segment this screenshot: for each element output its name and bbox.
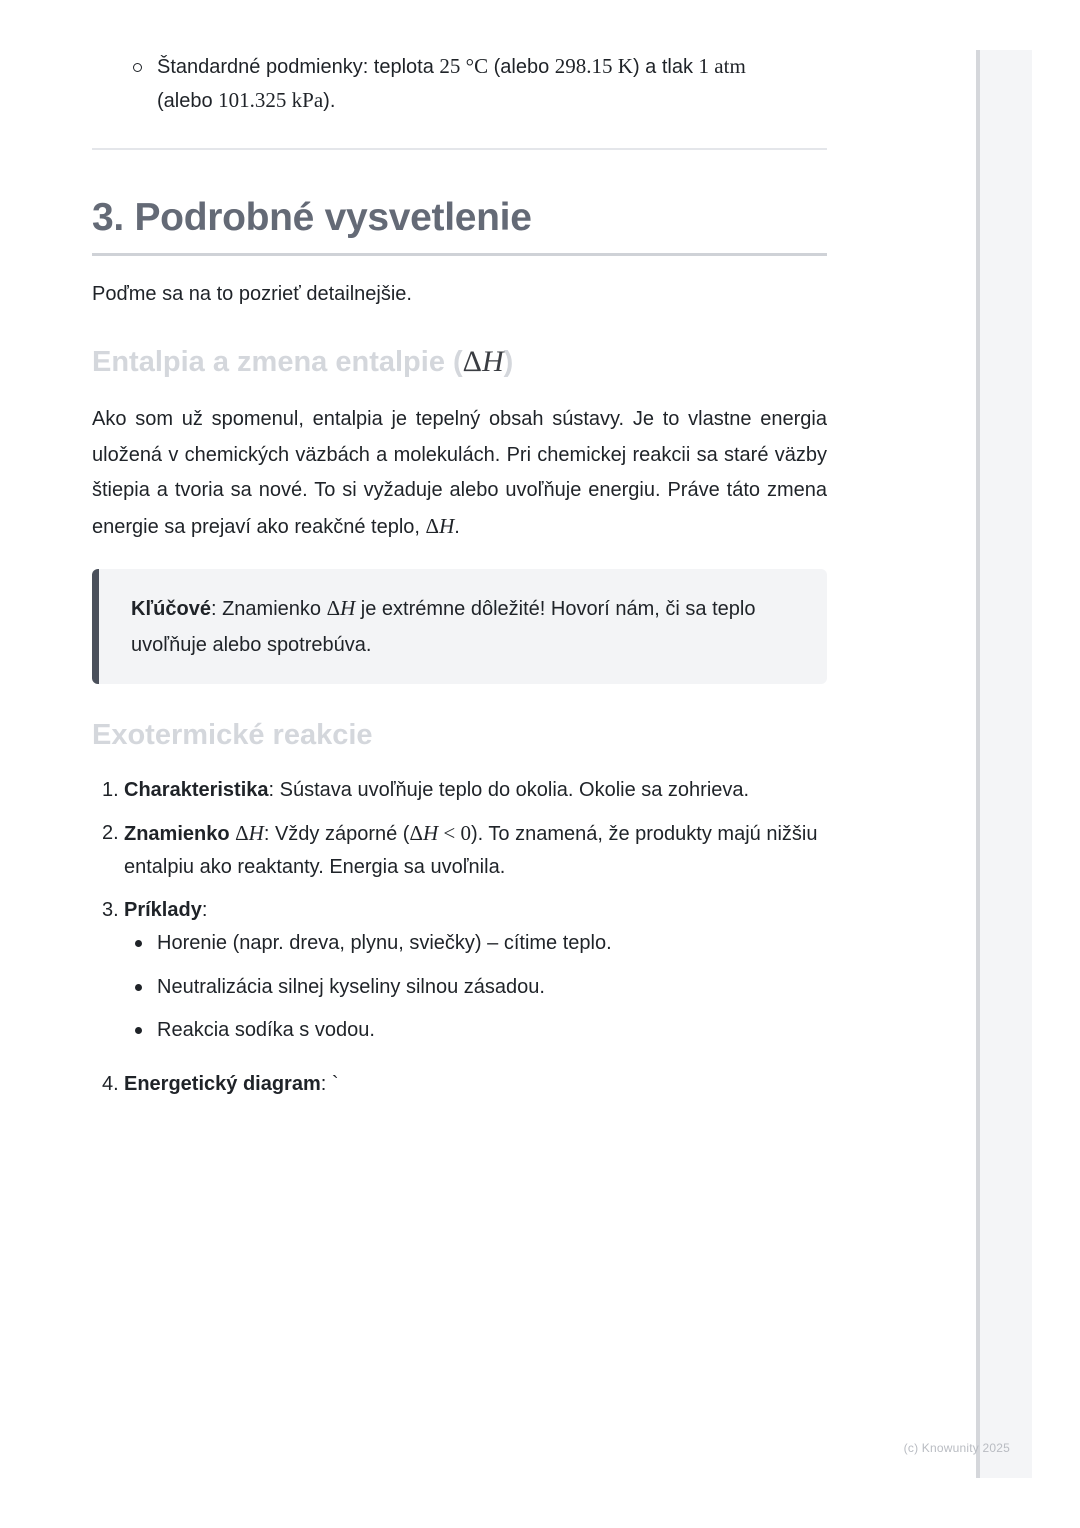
disc-bullet-icon	[135, 940, 142, 947]
paragraph-text: .	[454, 515, 460, 538]
math-variable: H	[248, 821, 264, 845]
item-text: : `	[320, 1073, 339, 1095]
item-number: 2.	[102, 822, 119, 844]
list-item	[124, 1014, 827, 1047]
list-item	[92, 1068, 827, 1101]
example-text: Neutralizácia silnej kyseliny silnou zásadou.	[157, 975, 545, 998]
text-fragment: (alebo	[488, 56, 555, 78]
list-item	[124, 927, 827, 960]
section-intro: Poďme sa na to pozrieť detailnejšie.	[92, 283, 412, 305]
text-fragment: ).	[323, 90, 336, 112]
heading-text: )	[503, 346, 514, 378]
page-side-panel	[976, 50, 1032, 1478]
pressure-atm-value: 1 atm	[698, 54, 746, 78]
item-text: : Sústava uvoľňuje teplo do okolia. Okolie sa zohrieva.	[268, 779, 750, 801]
standard-conditions-text: Štandardné podmienky: teplota	[157, 56, 440, 78]
kelvin-value: 298.15 K	[554, 54, 633, 78]
label-text: Znamienko	[124, 823, 236, 845]
item-text: :	[201, 899, 208, 921]
temperature-value: 25 °C	[439, 54, 489, 78]
disc-bullet-icon	[135, 984, 142, 991]
example-text: Reakcia sodíka s vodou.	[157, 1019, 375, 1041]
callout-label: Kľúčové	[131, 598, 211, 620]
list-item	[92, 774, 827, 807]
list-item	[92, 817, 827, 884]
math-variable: H	[422, 821, 439, 845]
item-number: 4.	[102, 1073, 119, 1095]
enthalpy-heading	[92, 342, 513, 382]
item-label	[124, 823, 235, 845]
item-label: Príklady	[124, 899, 202, 921]
text-fragment: (alebo	[157, 90, 219, 112]
exothermic-heading: Exotermické reakcie	[92, 719, 373, 751]
callout-text: je extrémne dôležité! Hovorí nám, či sa teplo uvoľňuje alebo spotrebúva.	[131, 598, 756, 656]
example-text: Horenie (napr. dreva, plynu, sviečky) – cítime teplo.	[157, 932, 612, 954]
item-number: 1.	[102, 779, 119, 801]
sub-bullet-list	[92, 50, 827, 118]
exothermic-list	[92, 774, 827, 1101]
list-item	[92, 50, 827, 118]
item-label: Energetický diagram	[124, 1073, 321, 1095]
section-title: 3. Podrobné vysvetlenie	[92, 196, 532, 239]
pressure-kpa-value: 101.325 kPa	[218, 88, 324, 112]
key-callout	[92, 569, 827, 684]
circle-bullet-icon	[133, 63, 142, 72]
item-number: 3.	[102, 899, 119, 921]
enthalpy-paragraph	[92, 402, 827, 545]
text-fragment: ) a tlak	[632, 56, 699, 78]
disc-bullet-icon	[135, 1027, 142, 1034]
examples-list	[124, 927, 827, 1047]
list-item	[92, 894, 827, 1047]
delta-h-math	[327, 596, 356, 620]
paragraph-text: Ako som už spomenul, entalpia je tepelný obsah sústavy. Je to vlastne energia uložená v chemických väzbách a molekulách. Pri chemickej reakcii sa staré väzby štiepia a tvoria sa nové. To si vyžaduje alebo uvoľňuje energiu. Práve táto zmena energie sa prejaví ako reakčné teplo,	[92, 408, 827, 538]
delta-h-math	[235, 821, 264, 845]
delta-symbol: Δ	[462, 345, 482, 378]
item-text: : Vždy záporné (	[263, 823, 410, 845]
math-variable: H	[340, 596, 356, 620]
heading-text: Entalpia a zmena entalpie (	[92, 346, 463, 378]
math-variable: H	[439, 513, 455, 538]
delta-h-math	[426, 514, 455, 538]
math-variable: H	[481, 345, 504, 378]
section-title-underline	[92, 253, 827, 256]
item-text: ). To znamená, že produkty majú nižšiu entalpiu ako reaktanty. Energia sa uvoľnila.	[124, 823, 818, 878]
math-condition: < 0	[438, 821, 471, 845]
list-item	[124, 971, 827, 1004]
delta-symbol: Δ	[425, 513, 440, 538]
delta-symbol: Δ	[235, 821, 249, 845]
delta-symbol: Δ	[326, 596, 341, 620]
item-label: Charakteristika	[124, 779, 269, 801]
horizontal-divider	[92, 148, 827, 150]
delta-symbol: Δ	[409, 821, 423, 845]
copyright-footer: (c) Knowunity 2025	[903, 1441, 1010, 1455]
condition-math	[409, 821, 471, 845]
callout-text: : Znamienko	[210, 598, 327, 620]
delta-h-math	[463, 345, 504, 378]
